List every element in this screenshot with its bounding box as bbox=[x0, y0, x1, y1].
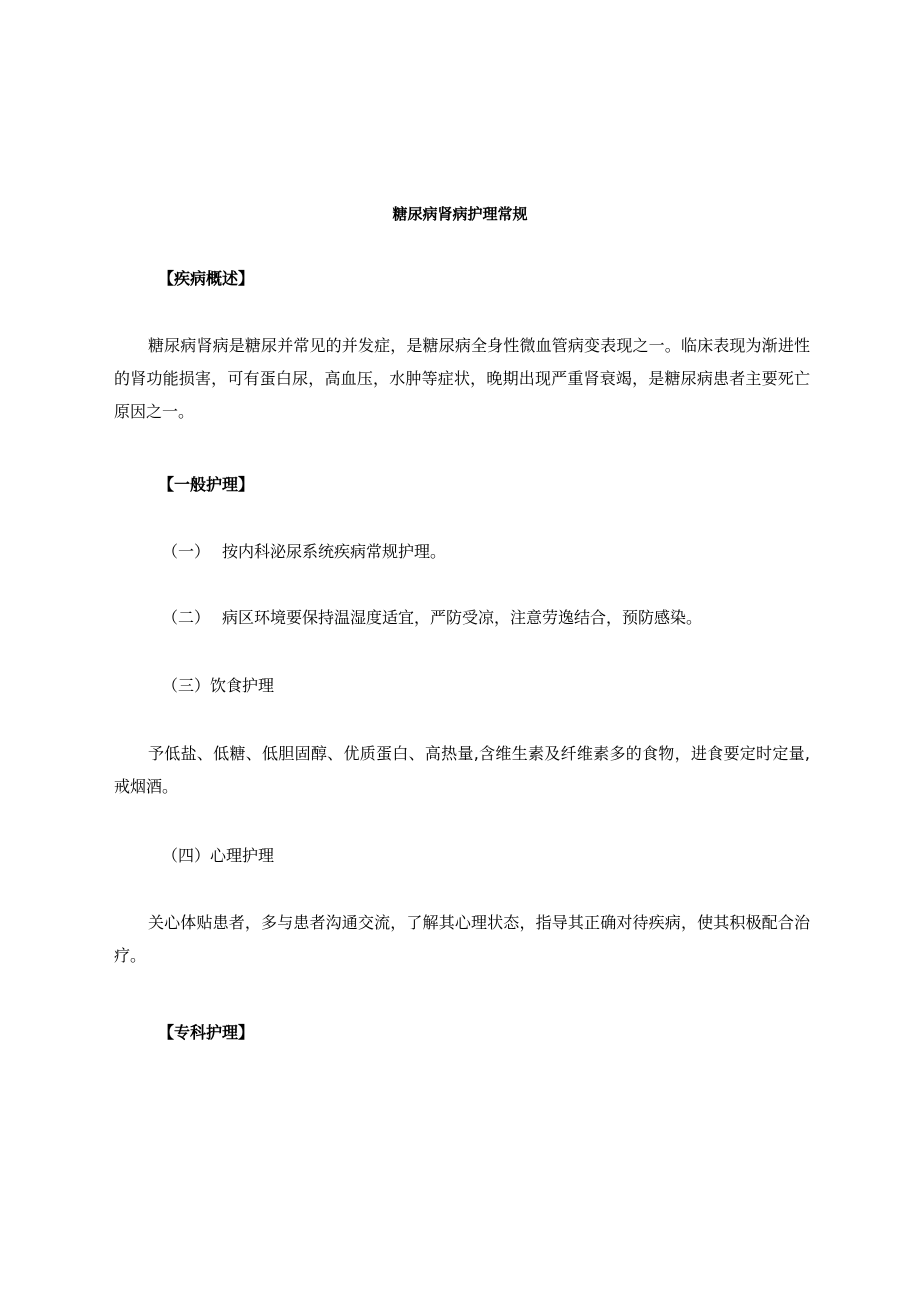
care-item-1 bbox=[162, 541, 446, 563]
care-item-text: 病区环境要保持温湿度适宜，严防受凉，注意劳逸结合，预防感染。 bbox=[222, 608, 703, 627]
care-item-text: 饮食护理 bbox=[210, 676, 275, 695]
care-item-2 bbox=[162, 607, 702, 629]
care-item-text: 心理护理 bbox=[210, 846, 275, 865]
diet-paragraph: 予低盐、低糖、低胆固醇、优质蛋白、高热量,含维生素及纤维素多的食物，进食要定时定量,戒烟酒。 bbox=[114, 744, 810, 796]
care-item-number: （四） bbox=[162, 846, 211, 865]
care-item-text: 按内科泌尿系统疾病常规护理。 bbox=[222, 542, 447, 561]
specialty-care-heading: 【专科护理】 bbox=[158, 1023, 255, 1042]
overview-heading: 【疾病概述】 bbox=[158, 269, 255, 288]
care-item-number: （一） bbox=[162, 542, 211, 561]
care-item-number: （二） bbox=[162, 608, 211, 627]
document-title: 糖尿病肾病护理常规 bbox=[392, 205, 528, 223]
care-item-number: （三） bbox=[162, 676, 211, 695]
care-item-4 bbox=[162, 845, 274, 867]
care-item-3 bbox=[162, 675, 274, 697]
overview-paragraph: 糖尿病肾病是糖尿并常见的并发症，是糖尿病全身性微血管病变表现之一。临床表现为渐进性的肾功能损害，可有蛋白尿，高血压，水肿等症状，晚期出现严重肾衰竭，是糖尿病患者主要死亡原因之一。 bbox=[114, 336, 810, 421]
psych-paragraph: 关心体贴患者，多与患者沟通交流，了解其心理状态，指导其正确对待疾病，使其积极配合治疗。 bbox=[114, 913, 810, 965]
general-care-heading: 【一般护理】 bbox=[158, 475, 255, 494]
